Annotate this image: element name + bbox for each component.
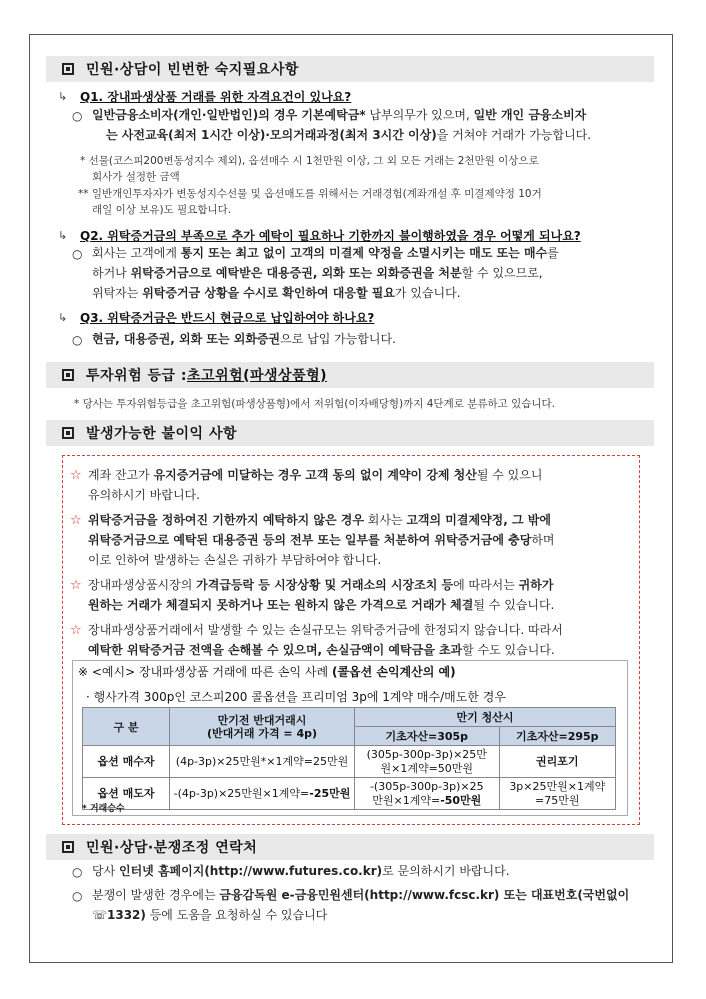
arrow-icon: ↳ [58,229,68,242]
q3-title: Q3. 위탁증거금은 반드시 현금으로 납입하여야 하나요? [80,311,375,325]
circle-bullet-icon: ○ [72,109,83,123]
table-cell: -(305p-300p-3p)×25 만원×1계약=-50만원 [355,778,500,810]
disadv-item2-line2: 위탁증거금으로 예탁된 대용증권 등의 전부 또는 일부를 처분하여 위탁증거금에 충당하며 [88,533,555,547]
star-icon: ☆ [70,578,82,593]
arrow-icon: ↳ [58,311,68,324]
disadv-item2-line1: 위탁증거금을 정하여진 기한까지 예탁하지 않은 경우 회사는 고객의 미결제약정, 그 밖에 [88,513,551,527]
circle-bullet-icon: ○ [72,889,83,903]
header-gubun: 구 분 [83,708,170,746]
section-header-disadvantages: 발생가능한 불이익 사항 [46,420,654,446]
star-icon: ☆ [70,623,82,638]
star-icon: ☆ [70,513,82,528]
q1-note2-line1: ** 일반개인투자자가 변동성지수선물 및 옵션매도를 위해서는 거래경험(계좌개설 후 미결제약정 10거 [78,188,542,200]
homepage-link[interactable]: 인터넷 홈페이지(http://www.futures.co.kr) [119,864,383,878]
risk-grade-note: * 당사는 투자위험등급을 초고위험(파생상품형)에서 저위험(이자배당형)까지 4단계로 분류하고 있습니다. [74,398,556,410]
q1-answer-line1: 일반금융소비자(개인·일반법인)의 경우 기본예탁금* 납부의무가 있으며, 일반 개인 금융소비자 [92,108,587,122]
q3-answer: 현금, 대용증권, 외화 또는 외화증권으로 납입 가능합니다. [92,332,396,346]
header-base-305: 기초자산=305p [355,727,500,746]
q1-title: Q1. 장내파생상품 거래를 위한 자격요건이 있나요? [80,90,352,104]
disadv-item1-line1: 계좌 잔고가 유지증거금에 미달하는 경우 고객 동의 없이 계약이 강제 청산될 수 있으니 [88,468,543,482]
q2-answer-line3: 위탁자는 위탁증거금 상황을 수시로 확인하여 대응할 필요가 있습니다. [92,286,461,300]
square-bullet-icon [62,369,74,381]
section-header-faq [46,56,654,82]
disadv-item3-line2: 원하는 거래가 체결되지 못하거나 또는 원하지 않은 가격으로 거래가 체결될 수 있습니다. [88,598,555,612]
arrow-icon: ↳ [58,90,68,103]
circle-bullet-icon: ○ [72,865,83,879]
star-icon: ☆ [70,468,82,483]
circle-bullet-icon: ○ [72,247,83,261]
fcsc-link[interactable]: 금융감독원 e-금융민원센터(http://www.fcsc.kr) 또는 대표번호(국번없이 [219,888,630,902]
q2-answer-line1: 회사는 고객에게 통지 또는 최고 없이 고객의 미결제 약정을 소멸시키는 매도 또는 매수를 [92,246,559,260]
example-title: ※ <예시> 장내파생상품 거래에 따른 손익 사례 (콜옵션 손익계산의 예) [78,665,456,679]
square-bullet-icon [62,841,74,853]
section-header-risk-grade: 투자위험 등급 : 초고위험(파생상품형) [46,362,654,388]
header-expiry: 만기 청산시 [355,708,616,727]
q2-answer-line2: 하거나 위탁증거금으로 예탁받은 대용증권, 외화 또는 외화증권을 처분할 수 있으므로, [92,266,543,280]
table-row-label: 옵션 매도자 [83,778,170,810]
table-row-label: 옵션 매수자 [83,746,170,778]
section-header-contact: 민원·상담·분쟁조정 연락처 [46,834,654,860]
contact-line2: 분쟁이 발생한 경우에는 금융감독원 e-금융민원센터(http://www.fcsc.kr) 또는 대표번호(국번없이 [92,888,630,902]
table-cell: -(4p-3p)×25만원×1계약=-25만원 [170,778,355,810]
disadv-item4-line1: 장내파생상품거래에서 발생할 수 있는 손실규모는 위탁증거금에 한정되지 않습니다. 따라서 [88,623,563,637]
risk-grade-value: 초고위험(파생상품형) [187,368,328,384]
contact-line3: ☏1332) 등에 도움을 요청하실 수 있습니다 [92,908,328,922]
q1-answer-line2: 는 사전교육(최저 1시간 이상)·모의거래과정(최저 3시간 이상)을 거쳐야 거래가 가능합니다. [106,128,592,142]
q1-note1-line1: * 선물(코스피200변동성지수 제외), 옵션매수 시 1천만원 이상, 그 외 모든 거래는 2천만원 이상으로 [80,155,539,167]
disadv-item1-line2: 유의하시기 바랍니다. [88,488,200,502]
circle-bullet-icon: ○ [72,333,83,347]
table-footnote: * 거래승수 [82,804,125,814]
example-table [82,707,616,810]
q1-note2-line2: 래일 이상 보유)도 필요합니다. [92,204,232,216]
q2-title: Q2. 위탁증거금의 부족으로 추가 예탁이 필요하나 기한까지 불이행하였을 경우 어떻게 되나요? [80,229,581,243]
disadv-item4-line2: 예탁한 위탁증거금 전액을 손해볼 수 있으며, 손실금액이 예탁금을 초과할 수도 있습니다. [88,643,555,657]
contact-line1: 당사 인터넷 홈페이지(http://www.futures.co.kr)로 문의하시기 바랍니다. [92,864,510,878]
disadv-item2-line3: 이로 인하여 발생하는 손실은 귀하가 부담하여야 합니다. [88,553,382,567]
table-cell: 3p×25만원×1계약 =75만원 [499,778,615,810]
q1-note1-line2: 회사가 설정한 금액 [92,171,180,183]
header-base-295: 기초자산=295p [499,727,615,746]
square-bullet-icon [62,427,74,439]
header-before-expiry: 만기전 반대거래시 (반대거래 가격 = 4p) [170,708,355,746]
example-description: · 행사가격 300p인 코스피200 콜옵션을 프리미엄 3p에 1계약 매수/매도한 경우 [86,690,506,704]
square-bullet-icon [62,63,74,75]
table-cell: (4p-3p)×25만원*×1계약=25만원 [170,746,355,778]
disadv-item3-line1: 장내파생상품시장의 가격급등락 등 시장상황 및 거래소의 시장조치 등에 따라서는 귀하가 [88,578,554,592]
section-title: 민원·상담이 빈번한 숙지필요사항 [86,62,299,78]
table-cell: (305p-300p-3p)×25만 원×1계약=50만원 [355,746,500,778]
table-cell: 권리포기 [499,746,615,778]
